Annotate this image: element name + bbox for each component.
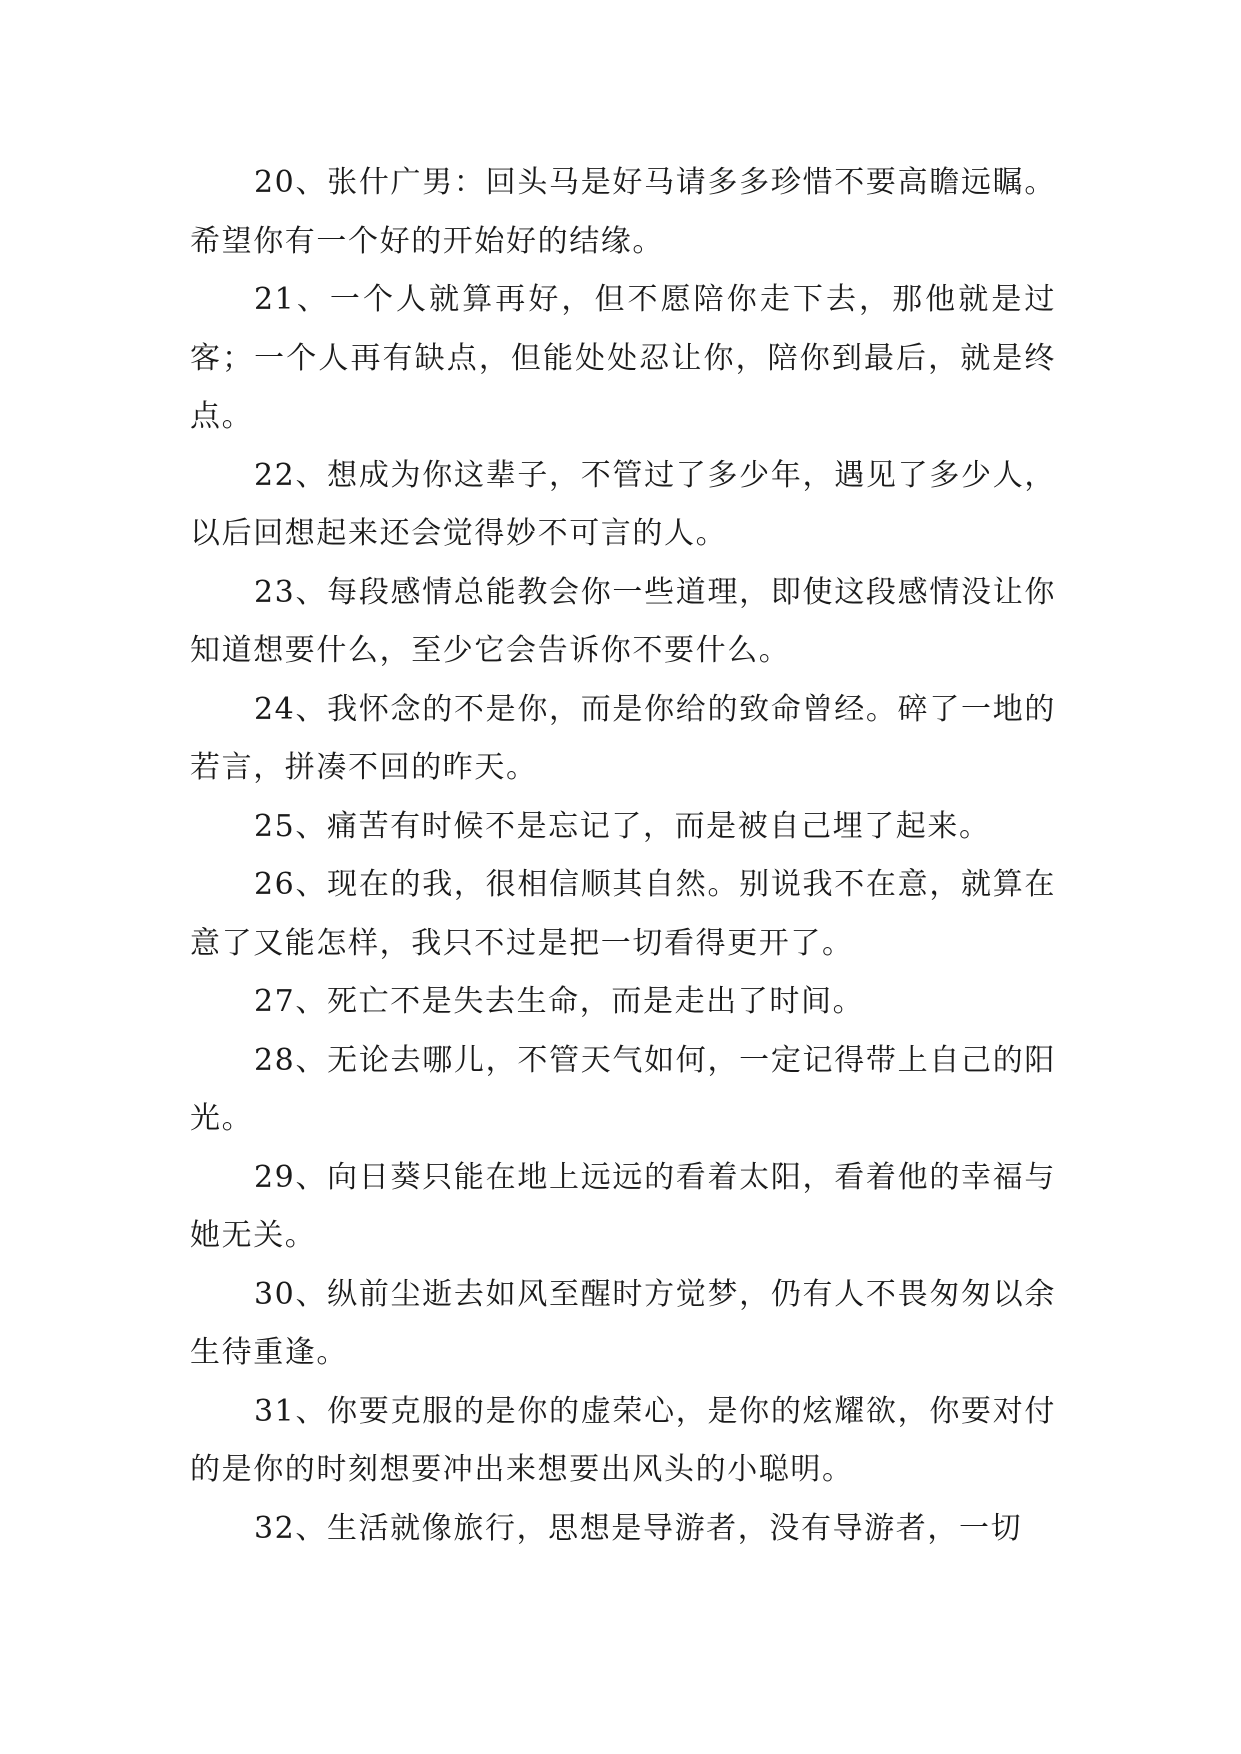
paragraph-20: 20、张什广男：回头马是好马请多多珍惜不要高瞻远瞩。希望你有一个好的开始好的结缘。 [190, 165, 1056, 259]
paragraph-28: 28、无论去哪儿，不管天气如何，一定记得带上自己的阳光。 [190, 1042, 1056, 1136]
paragraph-21: 21、一个人就算再好，但不愿陪你走下去，那他就是过客；一个人再有缺点，但能处处忍让你，陪你到最后，就是终点。 [190, 282, 1056, 434]
paragraph-23: 23、每段感情总能教会你一些道理，即使这段感情没让你知道想要什么，至少它会告诉你不要什么。 [190, 574, 1056, 668]
paragraph-32: 32、生活就像旅行，思想是导游者，没有导游者，一切 [254, 1510, 1023, 1546]
paragraph-29: 29、向日葵只能在地上远远的看着太阳，看着他的幸福与她无关。 [190, 1159, 1056, 1253]
paragraph-27: 27、死亡不是失去生命，而是走出了时间。 [254, 984, 865, 1019]
paragraph-26: 26、现在的我，很相信顺其自然。别说我不在意，就算在意了又能怎样，我只不过是把一切看得更开了。 [190, 867, 1056, 961]
paragraph-25: 25、痛苦有时候不是忘记了，而是被自己埋了起来。 [254, 808, 991, 844]
document-body [190, 154, 1056, 1558]
paragraph-30: 30、纵前尘逝去如风至醒时方觉梦，仍有人不畏匆匆以余生待重逢。 [190, 1276, 1056, 1370]
paragraph-24: 24、我怀念的不是你，而是你给的致命曾经。碎了一地的若言，拼凑不回的昨天。 [190, 691, 1056, 785]
paragraph-22: 22、想成为你这辈子，不管过了多少年，遇见了多少人，以后回想起来还会觉得妙不可言的人。 [190, 457, 1056, 551]
paragraph-31: 31、你要克服的是你的虚荣心，是你的炫耀欲，你要对付的是你的时刻想要冲出来想要出风头的小聪明。 [190, 1393, 1056, 1487]
